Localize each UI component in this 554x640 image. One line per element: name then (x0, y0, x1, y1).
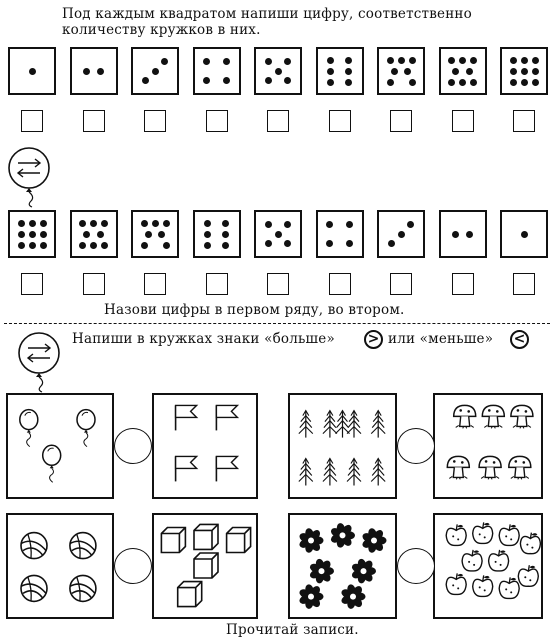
answer-box[interactable] (452, 110, 474, 132)
dice-dot (204, 231, 211, 238)
dice-dot (101, 220, 108, 227)
flower-icon (298, 527, 323, 553)
cube-icon (194, 553, 218, 578)
dice-dot (101, 242, 108, 249)
dice-dot (97, 68, 104, 75)
dice-dot (83, 68, 90, 75)
dice-box (500, 47, 548, 95)
compare-instruction: Напиши в кружках знаки «больше» (72, 331, 335, 347)
dice-dot (79, 242, 86, 249)
ball-icon (21, 533, 47, 559)
flower-picture-box (288, 513, 397, 619)
instruction-line-2: количеству кружков в них. (62, 22, 261, 38)
mushroom-icon (447, 456, 469, 479)
answer-box[interactable] (83, 110, 105, 132)
dice-dot (152, 220, 159, 227)
dice-dot (470, 79, 477, 86)
dice-dot (510, 79, 517, 86)
dice-dot (510, 57, 517, 64)
dice-dot (152, 68, 159, 75)
apple-icon (499, 524, 519, 545)
dice-dot (275, 68, 282, 75)
answer-box[interactable] (390, 110, 412, 132)
balloon-icon (20, 410, 38, 447)
cube-icon (178, 582, 202, 607)
dice-dot (40, 231, 47, 238)
dice-dot (521, 57, 528, 64)
dice-dot (391, 68, 398, 75)
fir-tree-icon (323, 459, 337, 486)
answer-box[interactable] (144, 273, 166, 295)
dice-dot (346, 221, 353, 228)
dice-dot (532, 68, 539, 75)
dice-dot (409, 57, 416, 64)
flower-icon (330, 522, 355, 548)
apple-icon (473, 575, 493, 596)
dashed-divider (4, 323, 550, 324)
fir-tree-icon (323, 411, 337, 438)
dice-box (254, 47, 302, 95)
dice-dot (163, 220, 170, 227)
dice-dot (83, 231, 90, 238)
greater-sign-icon: > (364, 330, 383, 349)
compare-instruction-middle: или «меньше» (388, 331, 494, 347)
dice-dot (90, 220, 97, 227)
dice-dot (448, 57, 455, 64)
flower-icon (309, 558, 334, 584)
dice-box (8, 210, 56, 258)
comparison-sign-circle[interactable] (114, 428, 152, 464)
apple-icon (446, 573, 466, 594)
answer-box[interactable] (329, 273, 351, 295)
answer-box[interactable] (144, 110, 166, 132)
dice-dot (40, 220, 47, 227)
answer-box[interactable] (21, 110, 43, 132)
answer-box[interactable] (329, 110, 351, 132)
dice-box (70, 47, 118, 95)
flag-icon (176, 405, 197, 430)
dice-box (254, 210, 302, 258)
dice-dot (398, 57, 405, 64)
read-instruction: Прочитай записи. (226, 622, 359, 638)
dice-box (377, 47, 425, 95)
flag-icon (216, 456, 237, 481)
dice-dot (521, 68, 528, 75)
dice-dot (398, 231, 405, 238)
mushroom-icon (454, 405, 476, 428)
dice-dot (40, 242, 47, 249)
dice-dot (90, 242, 97, 249)
dice-dot (387, 57, 394, 64)
cube-icon (194, 524, 218, 549)
flower-icon (298, 584, 323, 610)
flag-icon (216, 405, 237, 430)
dice-box (316, 47, 364, 95)
dice-dot (18, 231, 25, 238)
fir-tree-icon (371, 459, 385, 486)
dice-dot (222, 220, 229, 227)
dice-box (131, 210, 179, 258)
fir-tree-icon (371, 411, 385, 438)
dice-dot (204, 220, 211, 227)
dice-dot (409, 79, 416, 86)
dice-box (70, 210, 118, 258)
dice-dot (404, 68, 411, 75)
dice-dot (265, 240, 272, 247)
dice-dot (265, 77, 272, 84)
dice-box (377, 210, 425, 258)
dice-dot (466, 231, 473, 238)
dice-dot (203, 77, 210, 84)
dice-dot (158, 231, 165, 238)
dice-dot (326, 240, 333, 247)
dice-box (131, 47, 179, 95)
mushroom-icon (479, 456, 501, 479)
flag-picture-box (152, 393, 258, 499)
ball-icon (70, 533, 96, 559)
flower-icon (340, 584, 365, 610)
apple-icon (446, 524, 466, 545)
fir-tree-icon (299, 411, 313, 438)
dice-dot (459, 79, 466, 86)
instruction-line-1: Под каждым квадратом напиши цифру, соответственно (62, 6, 472, 22)
dice-dot (222, 231, 229, 238)
dice-dot (222, 242, 229, 249)
dice-box (500, 210, 548, 258)
ball-picture-box (6, 513, 114, 619)
dice-dot (326, 221, 333, 228)
answer-box[interactable] (513, 110, 535, 132)
dice-dot (141, 242, 148, 249)
dice-dot (203, 58, 210, 65)
answer-box[interactable] (267, 273, 289, 295)
answer-box[interactable] (513, 273, 535, 295)
dice-box (439, 210, 487, 258)
dice-dot (452, 231, 459, 238)
answer-box[interactable] (206, 110, 228, 132)
answer-box[interactable] (206, 273, 228, 295)
apple-icon (499, 577, 519, 598)
comparison-sign-circle[interactable] (397, 548, 435, 584)
less-sign-icon: < (510, 330, 529, 349)
apple-icon (462, 550, 482, 571)
name-numbers-instruction: Назови цифры в первом ряду, во втором. (104, 302, 405, 318)
apple-icon (473, 522, 493, 543)
apple-icon (518, 565, 538, 586)
cube-icon (227, 528, 251, 553)
dice-dot (284, 77, 291, 84)
fir-tree-icon (347, 459, 361, 486)
flag-icon (176, 456, 197, 481)
dice-dot (29, 231, 36, 238)
cube-picture-box (152, 513, 258, 619)
balloon-arrows-icon (14, 330, 64, 392)
dice-dot (327, 57, 334, 64)
dice-dot (204, 242, 211, 249)
dice-dot (345, 57, 352, 64)
dice-dot (163, 242, 170, 249)
dice-dot (141, 220, 148, 227)
answer-box[interactable] (267, 110, 289, 132)
apple-icon (520, 533, 540, 554)
dice-dot (532, 79, 539, 86)
dice-dot (521, 79, 528, 86)
comparison-sign-circle[interactable] (114, 548, 152, 584)
dice-box (8, 47, 56, 95)
dice-dot (388, 240, 395, 247)
dice-dot (145, 231, 152, 238)
dice-dot (18, 242, 25, 249)
dice-dot (448, 79, 455, 86)
dice-box (316, 210, 364, 258)
dice-dot (521, 231, 528, 238)
dice-dot (223, 58, 230, 65)
answer-box[interactable] (83, 273, 105, 295)
dice-dot (407, 221, 414, 228)
dice-box (193, 47, 241, 95)
dice-dot (265, 58, 272, 65)
comparison-sign-circle[interactable] (397, 428, 435, 464)
dice-dot (346, 240, 353, 247)
dice-dot (284, 240, 291, 247)
dice-box (439, 47, 487, 95)
answer-box[interactable] (21, 273, 43, 295)
dice-dot (532, 57, 539, 64)
dice-dot (142, 77, 149, 84)
dice-dot (97, 231, 104, 238)
flower-icon (351, 558, 376, 584)
dice-dot (284, 221, 291, 228)
dice-dot (161, 58, 168, 65)
dice-dot (345, 68, 352, 75)
cube-icon (161, 528, 185, 553)
mushroom-icon (511, 405, 533, 428)
mushroom-icon (509, 456, 531, 479)
dice-dot (345, 79, 352, 86)
fir-tree-picture-box (288, 393, 397, 499)
dice-dot (466, 68, 473, 75)
balloon-icon (43, 445, 61, 482)
dice-dot (29, 242, 36, 249)
dice-dot (470, 57, 477, 64)
dice-dot (265, 221, 272, 228)
balloon-icon (77, 410, 95, 447)
fir-tree-icon (299, 459, 313, 486)
apple-picture-box (433, 513, 543, 619)
dice-dot (284, 58, 291, 65)
ball-icon (21, 575, 47, 601)
dice-dot (452, 68, 459, 75)
dice-dot (18, 220, 25, 227)
dice-dot (387, 79, 394, 86)
balloon-picture-box (6, 393, 114, 499)
dice-box (193, 210, 241, 258)
mushroom-icon (482, 405, 504, 428)
dice-dot (459, 57, 466, 64)
ball-icon (70, 575, 96, 601)
dice-dot (327, 79, 334, 86)
answer-box[interactable] (452, 273, 474, 295)
dice-dot (79, 220, 86, 227)
dice-dot (510, 68, 517, 75)
dice-dot (327, 68, 334, 75)
dice-dot (29, 220, 36, 227)
dice-dot (223, 77, 230, 84)
answer-box[interactable] (390, 273, 412, 295)
flower-icon (361, 527, 386, 553)
dice-dot (275, 231, 282, 238)
apple-icon (489, 550, 509, 571)
dice-dot (29, 68, 36, 75)
balloon-arrows-icon (4, 145, 54, 207)
mushroom-picture-box (433, 393, 543, 499)
